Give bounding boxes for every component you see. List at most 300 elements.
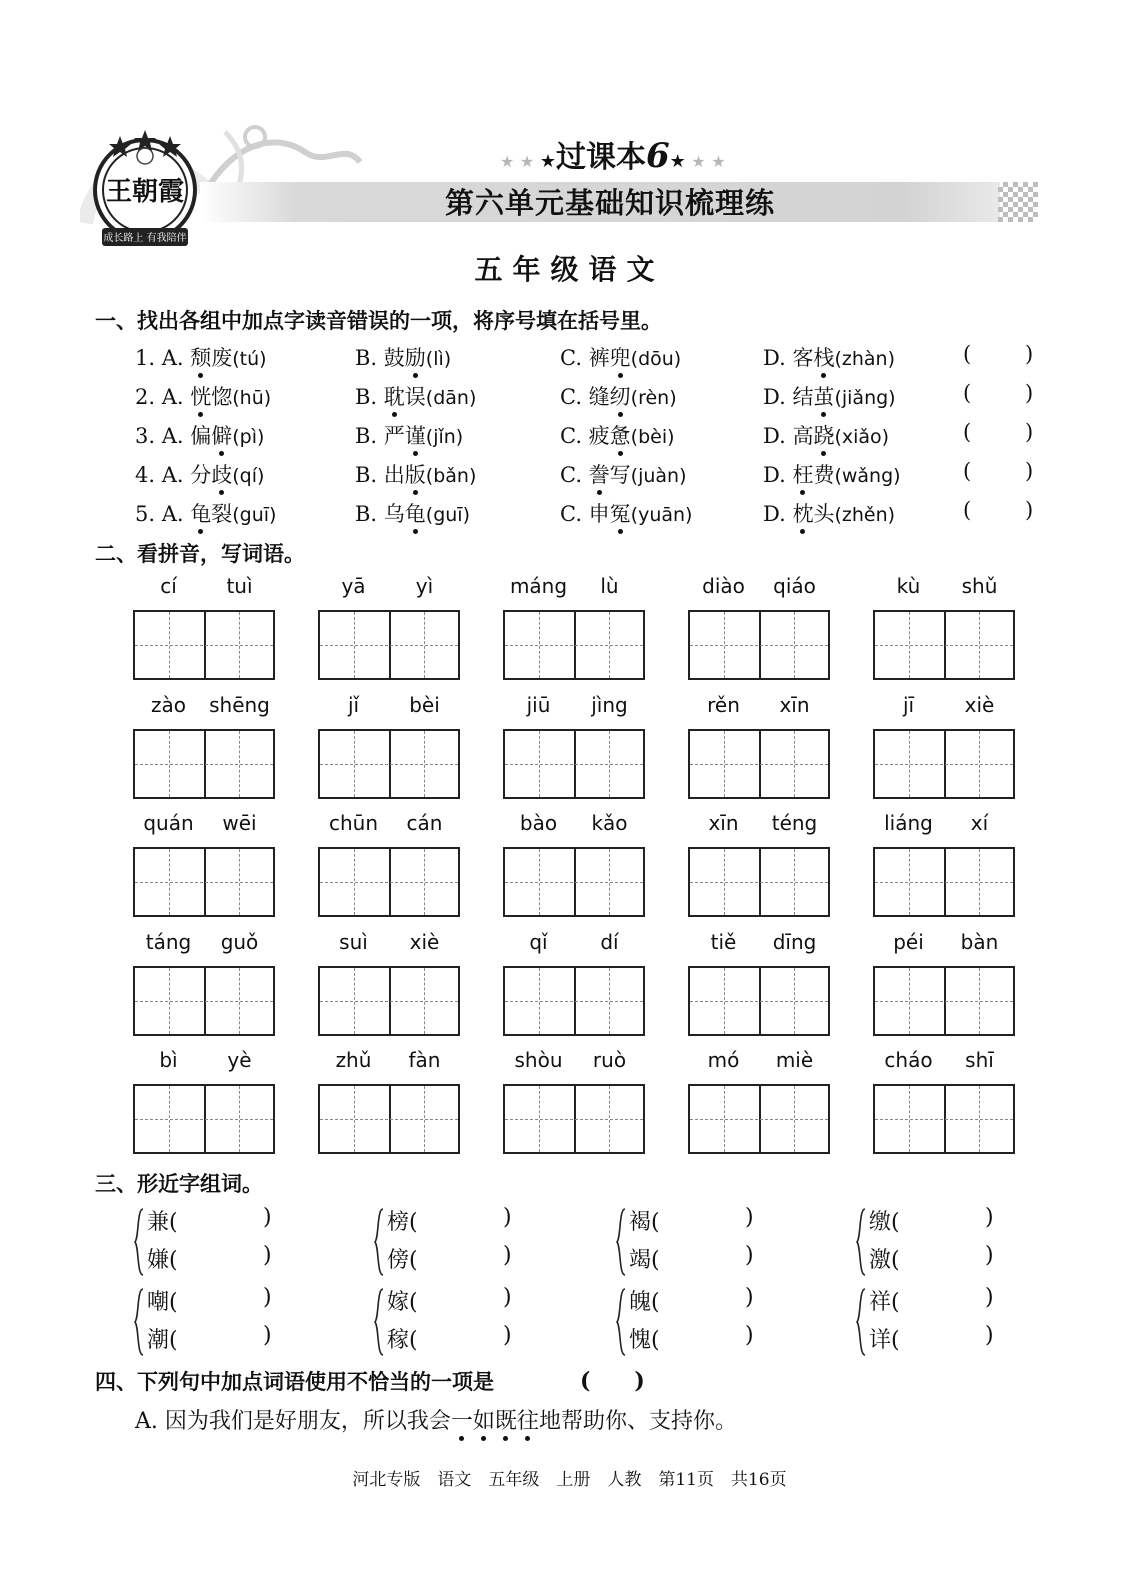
answer-paren-open[interactable]: ( <box>963 420 972 444</box>
answer-paren-open[interactable]: ( <box>963 498 972 522</box>
pinyin-label <box>873 930 1015 958</box>
pair-answer-close[interactable]: ) <box>263 1285 272 1310</box>
pinyin-word-box <box>503 693 645 799</box>
pair-line <box>387 1205 512 1236</box>
option-a <box>135 498 276 528</box>
pinyin-syllable: cí <box>160 574 177 598</box>
grid-guide-v <box>169 1086 170 1152</box>
option-text: C. 缝 <box>560 385 610 409</box>
pinyin-syllable: kù <box>896 574 921 598</box>
similar-char-pair <box>373 1285 593 1365</box>
grid-guide-v <box>794 849 795 915</box>
grid-guide-v <box>354 968 355 1034</box>
option-a <box>135 381 271 411</box>
grid-guide-h <box>690 882 828 883</box>
writing-grid[interactable] <box>873 966 1015 1036</box>
writing-grid[interactable] <box>133 1084 275 1154</box>
pinyin-word-box <box>503 1048 645 1154</box>
pair-line <box>869 1243 994 1274</box>
option-text: 废 <box>211 346 233 370</box>
grid-guide-v <box>169 968 170 1034</box>
grid-guide-h <box>135 764 273 765</box>
pinyin-syllable: xiè <box>409 929 440 954</box>
question-row <box>135 420 1045 454</box>
option-pinyin: (pì) <box>232 426 265 448</box>
option-pinyin: (guī) <box>425 504 471 526</box>
option-d <box>763 381 896 411</box>
grid-guide-v <box>724 1086 725 1152</box>
grid-guide-h <box>690 645 828 646</box>
answer-paren-close[interactable]: ) <box>1025 459 1034 483</box>
grid-guide-v <box>354 731 355 797</box>
option-a <box>135 459 264 489</box>
writing-grid[interactable] <box>688 1084 830 1154</box>
grid-guide-v <box>909 849 910 915</box>
grid-guide-v <box>909 1086 910 1152</box>
grid-guide-v <box>169 731 170 797</box>
option-text: 2. A. <box>135 385 191 409</box>
pinyin-word-box <box>688 811 830 917</box>
svg-text:成长路上 有我陪伴: 成长路上 有我陪伴 <box>103 233 187 244</box>
pinyin-label <box>873 811 1015 839</box>
writing-grid[interactable] <box>133 610 275 680</box>
pair-answer-close[interactable]: ) <box>745 1205 754 1230</box>
pair-line <box>387 1323 512 1354</box>
pair-char: 傍( <box>387 1248 418 1273</box>
pair-answer-close[interactable]: ) <box>985 1243 994 1268</box>
question-row <box>135 342 1045 376</box>
page-title: 第六单元基础知识梳理练 <box>444 186 775 220</box>
grid-guide-v <box>979 968 980 1034</box>
pinyin-word-box <box>133 693 275 799</box>
pair-char: 潮( <box>147 1328 178 1353</box>
pinyin-word-box <box>873 1048 1015 1154</box>
pinyin-label <box>873 1048 1015 1076</box>
dotted-char: 枉 <box>792 459 813 489</box>
dotted-char: 惫 <box>610 420 631 450</box>
grid-guide-v <box>724 968 725 1034</box>
pair-answer-close[interactable]: ) <box>503 1285 512 1310</box>
grid-guide-v <box>909 968 910 1034</box>
writing-grid[interactable] <box>133 966 275 1036</box>
brace-icon <box>373 1207 385 1277</box>
grid-guide-v <box>539 849 540 915</box>
option-pinyin: (yuān) <box>630 504 693 526</box>
answer-paren-open[interactable]: ( <box>963 381 972 405</box>
grid-guide-h <box>875 645 1013 646</box>
option-text: 1. A. <box>135 346 191 370</box>
pinyin-label <box>318 574 460 602</box>
answer-paren-close[interactable]: ) <box>1025 342 1034 366</box>
pinyin-label <box>688 693 830 721</box>
writing-grid[interactable] <box>503 847 645 917</box>
grid-guide-v <box>724 612 725 678</box>
section4-answer-blank[interactable]: ( ) <box>580 1368 645 1394</box>
grid-guide-h <box>875 1119 1013 1120</box>
option-text: D. <box>763 502 793 526</box>
pinyin-syllable: jiū <box>526 692 551 717</box>
option-d <box>763 420 889 450</box>
grid-guide-v <box>979 612 980 678</box>
option-pinyin: (bǎn) <box>425 465 477 487</box>
option-a-text-pre: A. 因为我们是好朋友，所以我会 <box>135 1409 451 1434</box>
pinyin-syllable: qǐ <box>529 929 548 954</box>
brand-logo <box>80 128 210 258</box>
pair-char: 魄( <box>629 1290 660 1315</box>
pair-line <box>629 1205 754 1236</box>
grid-guide-v <box>909 731 910 797</box>
subject-grade: 五年级语文 <box>474 253 665 286</box>
option-text: 惚 <box>211 385 233 409</box>
option-c <box>560 459 687 489</box>
pinyin-syllable: mó <box>707 1048 740 1072</box>
grid-guide-v <box>424 1086 425 1152</box>
question-row <box>135 498 1045 532</box>
writing-grid[interactable] <box>318 729 460 799</box>
dotted-char: 耽 <box>384 381 405 411</box>
pair-line <box>869 1323 994 1354</box>
grid-guide-h <box>505 1119 643 1120</box>
pair-line <box>869 1205 994 1236</box>
pinyin-syllable: shòu <box>514 1048 563 1072</box>
dotted-char: 茧 <box>813 381 834 411</box>
pair-char: 稼( <box>387 1328 418 1353</box>
brace-icon <box>855 1207 867 1277</box>
pair-char: 嫌( <box>147 1248 178 1273</box>
option-b <box>355 381 476 411</box>
pinyin-word-box <box>688 930 830 1036</box>
pinyin-syllable: xīn <box>708 811 739 835</box>
question-row <box>135 459 1045 493</box>
pinyin-syllable: cán <box>406 811 443 835</box>
brace-icon <box>615 1207 627 1277</box>
grid-guide-v <box>609 731 610 797</box>
pinyin-label <box>688 574 830 602</box>
pinyin-word-box <box>318 574 460 680</box>
answer-paren-open[interactable]: ( <box>963 342 972 366</box>
pinyin-label <box>873 574 1015 602</box>
grid-guide-h <box>320 1001 458 1002</box>
grid-guide-v <box>539 731 540 797</box>
pinyin-syllable: yā <box>341 574 366 598</box>
pinyin-label <box>133 811 275 839</box>
pair-answer-close[interactable]: ) <box>745 1243 754 1268</box>
option-text: B. 鼓 <box>355 346 405 370</box>
pinyin-syllable: zhǔ <box>335 1048 372 1072</box>
writing-grid[interactable] <box>318 1084 460 1154</box>
grid-guide-v <box>239 731 240 797</box>
grid-guide-v <box>424 968 425 1034</box>
option-pinyin: (wǎng) <box>834 465 901 487</box>
option-text: B. 严 <box>355 424 405 448</box>
dotted-char: 龟 <box>405 498 426 528</box>
option-a <box>135 420 264 450</box>
grid-guide-v <box>794 612 795 678</box>
grid-guide-v <box>424 612 425 678</box>
grid-guide-h <box>505 1001 643 1002</box>
pair-char: 榜( <box>387 1210 418 1235</box>
pair-answer-close[interactable]: ) <box>985 1205 994 1230</box>
grid-guide-h <box>875 1001 1013 1002</box>
option-pinyin: (qí) <box>232 465 265 487</box>
option-text: 3. A. 偏 <box>135 424 212 448</box>
option-pinyin: (dān) <box>425 387 477 409</box>
pinyin-label <box>503 693 645 721</box>
pinyin-label <box>503 811 645 839</box>
page-footer: 河北专版 语文 五年级 上册 人教 第11页 共16页 <box>352 1470 787 1490</box>
pinyin-label <box>688 811 830 839</box>
dotted-char: 纫 <box>610 381 631 411</box>
option-text: 费 <box>813 463 835 487</box>
pinyin-label <box>133 930 275 958</box>
pair-char: 嫁( <box>387 1290 418 1315</box>
answer-paren-open[interactable]: ( <box>963 459 972 483</box>
section3-title: 三、形近字组词。 <box>95 1172 263 1196</box>
dotted-char: 往 <box>517 1404 539 1435</box>
option-d <box>763 498 895 528</box>
pinyin-syllable: tuì <box>226 574 253 598</box>
option-c <box>560 420 675 450</box>
dotted-char: 僻 <box>211 420 232 450</box>
grid-guide-v <box>539 612 540 678</box>
grid-guide-v <box>424 849 425 915</box>
dotted-char: 如 <box>473 1404 495 1435</box>
pinyin-word-box <box>873 930 1015 1036</box>
dotted-char: 谨 <box>405 420 426 450</box>
grid-guide-h <box>320 764 458 765</box>
writing-grid[interactable] <box>503 1084 645 1154</box>
pair-answer-close[interactable]: ) <box>745 1285 754 1310</box>
pinyin-syllable: yì <box>415 574 434 598</box>
pinyin-word-box <box>318 811 460 917</box>
pinyin-syllable: tiě <box>710 929 737 954</box>
pinyin-word-box <box>688 1048 830 1154</box>
answer-paren-close[interactable]: ) <box>1025 498 1034 522</box>
pinyin-syllable: rěn <box>707 692 740 717</box>
pinyin-syllable: dīng <box>772 929 817 954</box>
similar-char-pair <box>373 1205 593 1285</box>
writing-grid[interactable] <box>688 729 830 799</box>
grid-guide-h <box>135 882 273 883</box>
grid-guide-v <box>979 849 980 915</box>
option-text: D. <box>763 463 793 487</box>
grid-guide-h <box>505 764 643 765</box>
pair-answer-close[interactable]: ) <box>745 1323 754 1348</box>
grid-guide-h <box>505 645 643 646</box>
grid-guide-v <box>354 849 355 915</box>
option-text: B. 出 <box>355 463 405 487</box>
similar-char-pair <box>133 1205 353 1285</box>
writing-grid[interactable] <box>873 729 1015 799</box>
pair-char: 兼( <box>147 1210 178 1235</box>
pinyin-label <box>318 930 460 958</box>
pinyin-syllable: kǎo <box>591 811 628 835</box>
option-text: D. 客 <box>763 346 814 370</box>
option-text: 5. A. <box>135 502 191 526</box>
pinyin-word-box <box>503 574 645 680</box>
pinyin-word-box <box>318 930 460 1036</box>
grid-guide-v <box>539 968 540 1034</box>
dotted-char: 枕 <box>792 498 813 528</box>
pinyin-word-box <box>318 693 460 799</box>
option-d <box>763 342 895 372</box>
option-text: C. <box>560 463 589 487</box>
grid-guide-h <box>320 645 458 646</box>
pinyin-syllable: zào <box>151 692 186 717</box>
pinyin-syllable: jǐ <box>347 692 360 717</box>
pinyin-label <box>133 1048 275 1076</box>
grid-guide-v <box>169 849 170 915</box>
pair-answer-close[interactable]: ) <box>985 1323 994 1348</box>
brace-icon <box>133 1287 145 1357</box>
option-b <box>355 420 463 450</box>
pinyin-syllable: táng <box>145 929 192 954</box>
writing-grid[interactable] <box>133 729 275 799</box>
writing-grid[interactable] <box>318 610 460 680</box>
writing-grid[interactable] <box>503 729 645 799</box>
writing-grid[interactable] <box>688 847 830 917</box>
option-pinyin: (guī) <box>232 504 277 526</box>
option-text: C. 申 <box>560 502 610 526</box>
grid-guide-v <box>794 968 795 1034</box>
pair-answer-close[interactable]: ) <box>263 1323 272 1348</box>
option-b <box>355 459 476 489</box>
pinyin-syllable: shǔ <box>961 574 998 598</box>
writing-grid[interactable] <box>688 966 830 1036</box>
pinyin-word-box <box>133 811 275 917</box>
grid-guide-v <box>539 1086 540 1152</box>
writing-grid[interactable] <box>318 966 460 1036</box>
brace-icon <box>373 1287 385 1357</box>
option-a <box>135 342 267 372</box>
grid-guide-v <box>609 612 610 678</box>
answer-paren-close[interactable]: ) <box>1025 381 1034 405</box>
similar-char-pair <box>615 1205 835 1285</box>
pair-line <box>387 1243 512 1274</box>
grid-guide-h <box>690 764 828 765</box>
grid-guide-h <box>505 882 643 883</box>
pinyin-syllable: xīn <box>779 692 810 717</box>
pair-line <box>147 1205 272 1236</box>
similar-char-pair <box>615 1285 835 1365</box>
option-text: 头 <box>813 502 835 526</box>
writing-grid[interactable] <box>503 966 645 1036</box>
option-pinyin: (xiǎo) <box>834 426 890 448</box>
pair-line <box>629 1323 754 1354</box>
option-pinyin: (bèi) <box>630 426 675 448</box>
pinyin-word-box <box>873 693 1015 799</box>
dotted-char: 一 <box>451 1404 473 1435</box>
pair-line <box>869 1285 994 1316</box>
dotted-char: 栈 <box>813 342 834 372</box>
pinyin-syllable: fàn <box>408 1048 441 1072</box>
pinyin-syllable: miè <box>775 1048 814 1072</box>
grid-guide-h <box>135 645 273 646</box>
svg-text:王朝霞: 王朝霞 <box>105 177 185 207</box>
pinyin-syllable: bì <box>159 1048 178 1072</box>
dotted-char: 版 <box>405 459 426 489</box>
option-text: 裂 <box>211 502 233 526</box>
pair-answer-close[interactable]: ) <box>503 1323 512 1348</box>
pinyin-syllable: suì <box>339 929 368 954</box>
writing-grid[interactable] <box>873 1084 1015 1154</box>
pair-answer-close[interactable]: ) <box>263 1243 272 1268</box>
grid-guide-v <box>239 612 240 678</box>
pair-char: 祥( <box>869 1290 900 1315</box>
pinyin-syllable: wēi <box>222 811 257 835</box>
pair-char: 详( <box>869 1328 900 1353</box>
option-text: 误 <box>404 385 426 409</box>
grid-guide-v <box>794 1086 795 1152</box>
answer-paren-close[interactable]: ) <box>1025 420 1034 444</box>
pinyin-syllable: shī <box>965 1048 994 1072</box>
pinyin-label <box>688 930 830 958</box>
pinyin-syllable: cháo <box>884 1048 933 1072</box>
pinyin-syllable: guǒ <box>220 929 259 954</box>
pair-answer-close[interactable]: ) <box>985 1285 994 1310</box>
pair-char: 嘲( <box>147 1290 178 1315</box>
pinyin-word-box <box>503 811 645 917</box>
pinyin-syllable: ruò <box>592 1048 627 1072</box>
question-row <box>135 381 1045 415</box>
option-b <box>355 342 451 372</box>
pinyin-syllable: dí <box>600 929 619 954</box>
option-pinyin: (lì) <box>425 348 452 370</box>
pair-char: 激( <box>869 1248 900 1273</box>
writing-grid[interactable] <box>318 847 460 917</box>
pinyin-syllable: jìng <box>591 692 628 717</box>
writing-grid[interactable] <box>688 610 830 680</box>
pair-line <box>147 1323 272 1354</box>
grid-guide-v <box>239 1086 240 1152</box>
option-c <box>560 381 677 411</box>
pair-line <box>147 1243 272 1274</box>
section2-title: 二、看拼音，写词语。 <box>95 542 305 566</box>
writing-grid[interactable] <box>873 847 1015 917</box>
option-a-dotted-words <box>451 1409 539 1434</box>
pinyin-word-box <box>873 574 1015 680</box>
pinyin-syllable: liáng <box>884 811 933 835</box>
grid-guide-v <box>239 968 240 1034</box>
pair-answer-close[interactable]: ) <box>503 1243 512 1268</box>
pinyin-label <box>133 693 275 721</box>
pinyin-syllable: chūn <box>328 811 379 835</box>
grid-guide-h <box>875 764 1013 765</box>
section4-title: 四、下列句中加点词语使用不恰当的一项是 <box>95 1370 494 1394</box>
writing-grid[interactable] <box>873 610 1015 680</box>
option-text: C. 疲 <box>560 424 610 448</box>
pinyin-label <box>133 574 275 602</box>
grid-guide-v <box>979 731 980 797</box>
pinyin-label <box>503 574 645 602</box>
writing-grid[interactable] <box>133 847 275 917</box>
pinyin-syllable: máng <box>509 574 568 598</box>
grid-guide-h <box>135 1119 273 1120</box>
pinyin-syllable: péi <box>893 929 924 954</box>
pair-answer-close[interactable]: ) <box>503 1205 512 1230</box>
grid-guide-v <box>354 1086 355 1152</box>
pinyin-word-box <box>688 574 830 680</box>
dotted-char: 颓 <box>190 342 211 372</box>
writing-grid[interactable] <box>503 610 645 680</box>
pair-answer-close[interactable]: ) <box>263 1205 272 1230</box>
pair-char: 缴( <box>869 1210 900 1235</box>
pinyin-label <box>318 811 460 839</box>
pinyin-word-box <box>873 811 1015 917</box>
option-pinyin: (rèn) <box>630 387 677 409</box>
similar-char-pair <box>855 1205 1075 1285</box>
brace-icon <box>133 1207 145 1277</box>
